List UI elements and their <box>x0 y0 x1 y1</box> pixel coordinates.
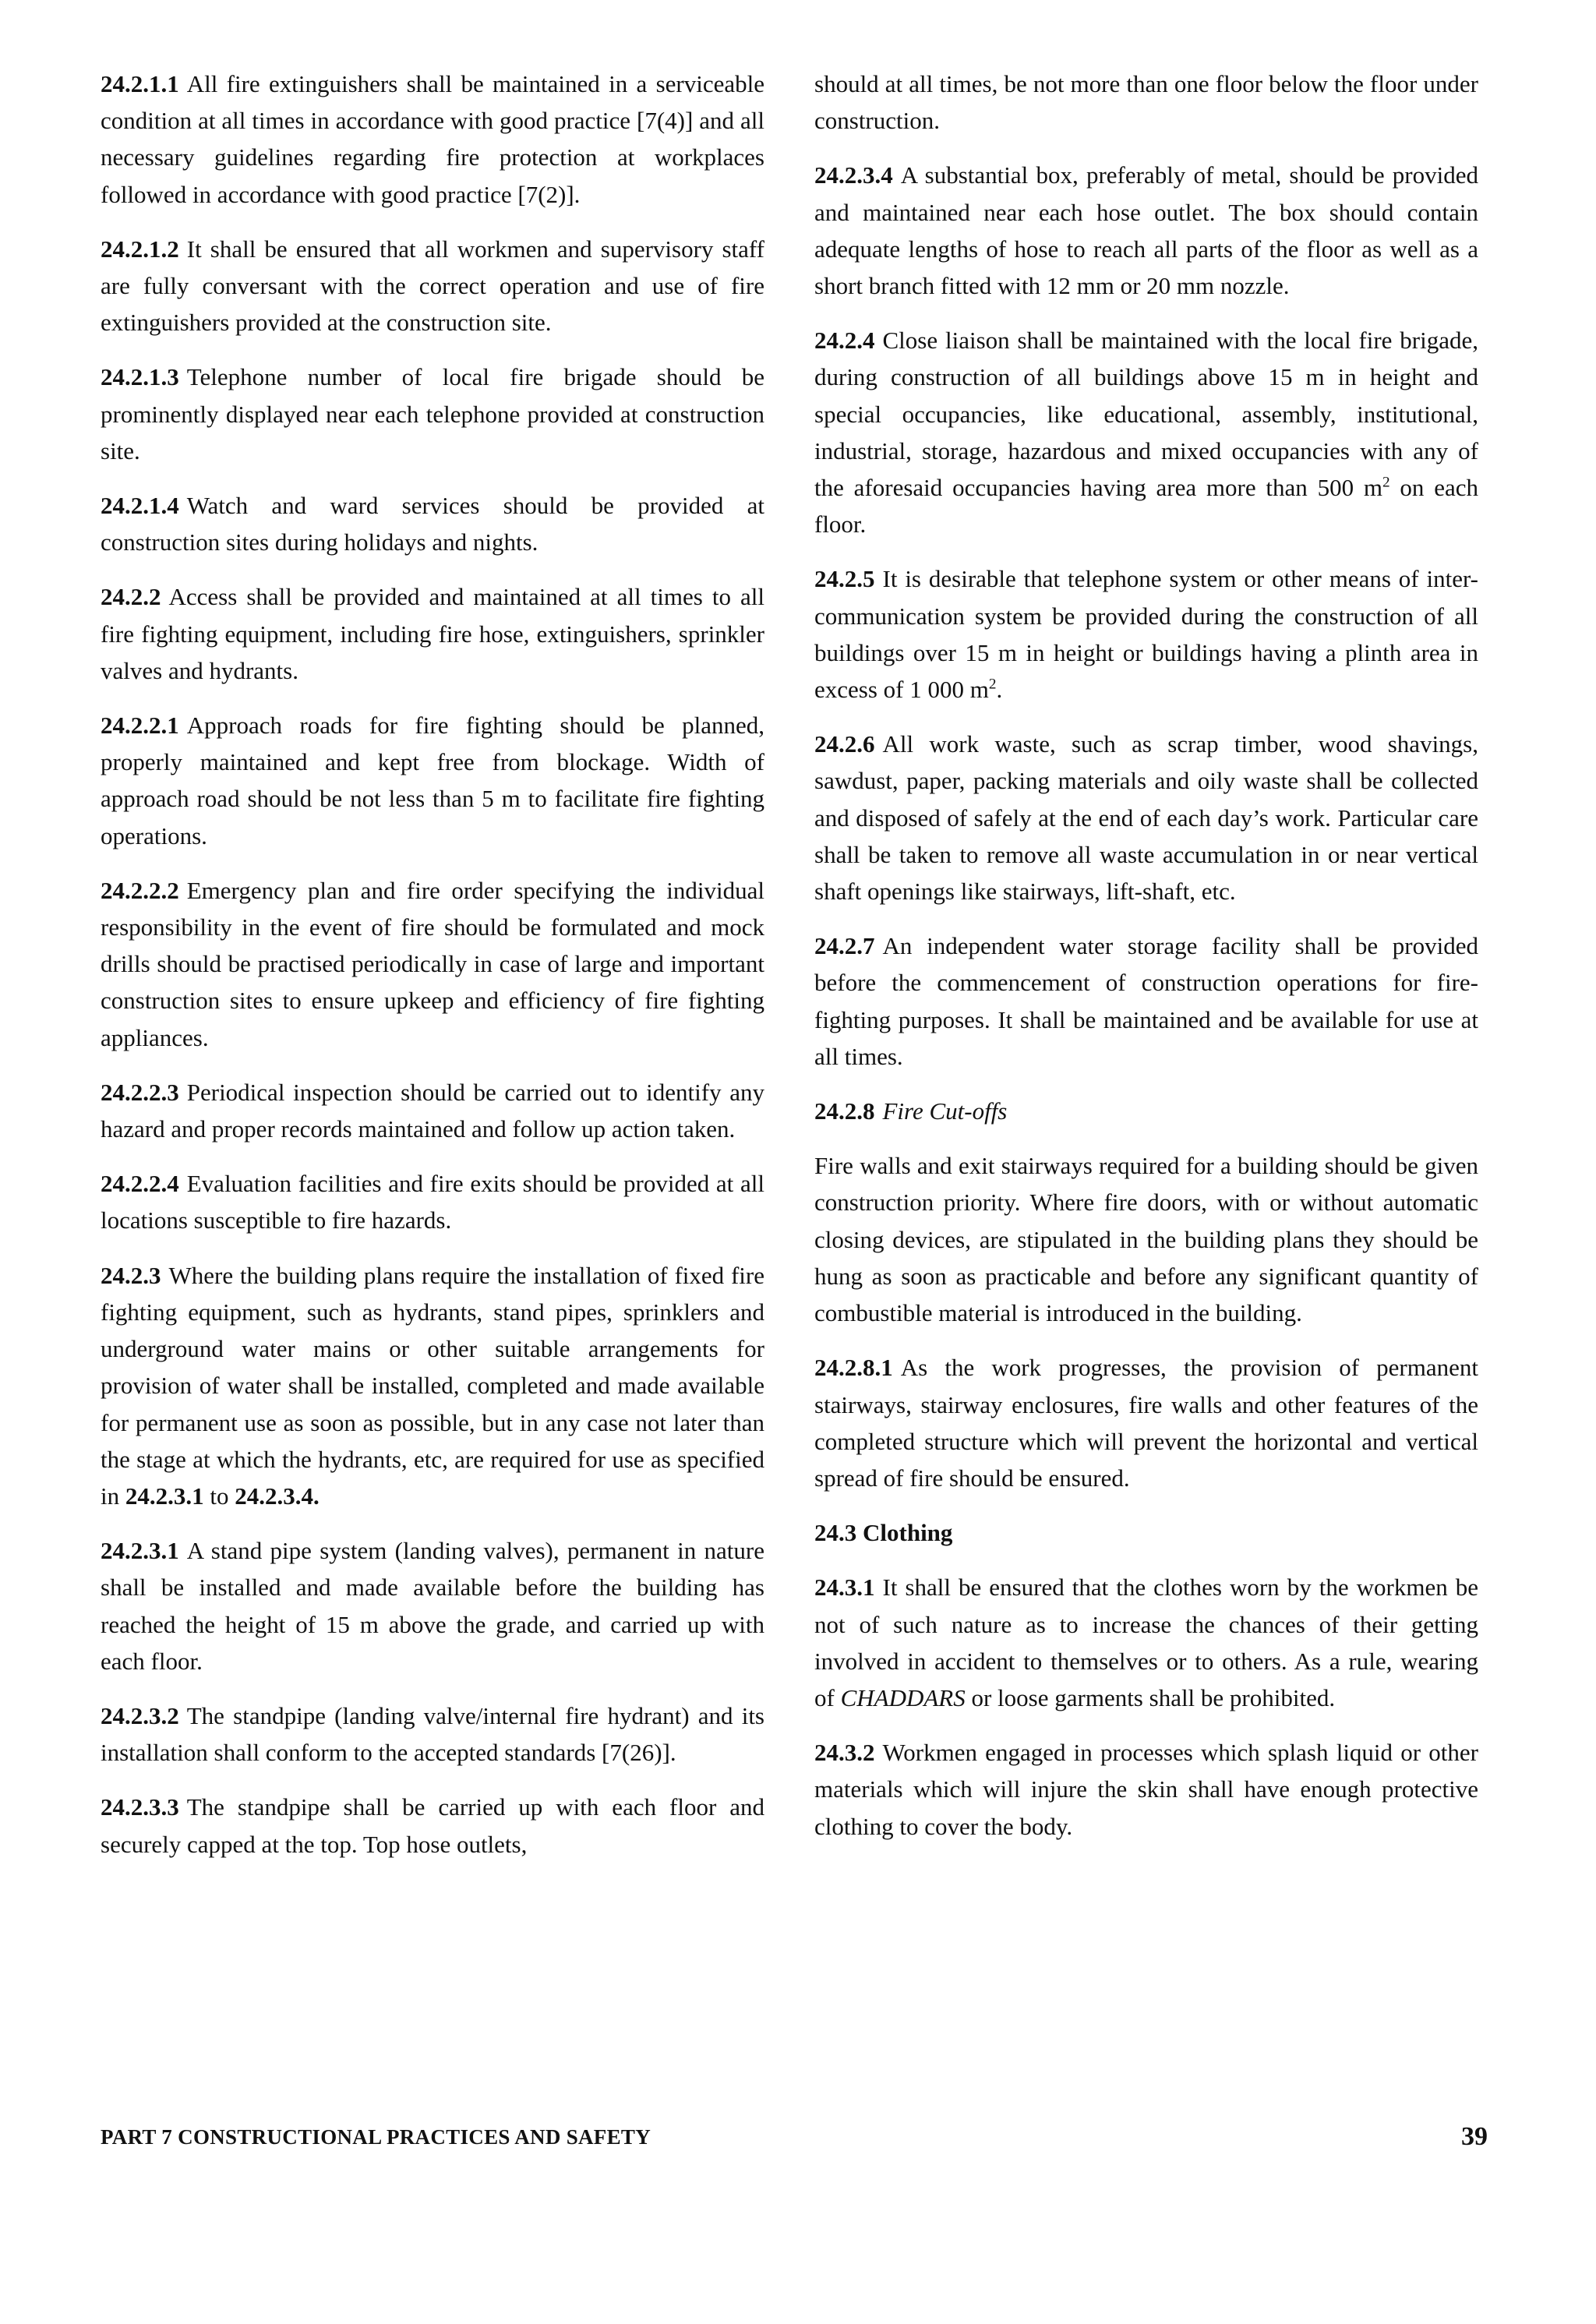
emphasized-term: CHADDARS <box>840 1683 966 1711</box>
clause-text: Close liaison shall be maintained with the local fire brigade, during construction of all buildings above 15 m in height and special occupancies, like educational, assembly, institutional, industrial, storage, hazardous and mixed occupancies with any of the aforesaid occupancies having area more than 500 m <box>814 327 1478 502</box>
clause-24-2-2 <box>101 578 764 689</box>
clause-number: 24.2.5 <box>814 565 875 593</box>
clause-24-2-1-1 <box>101 65 764 213</box>
clause-number: 24.2.2 <box>101 583 161 611</box>
clause-number: 24.3.1 <box>814 1573 875 1602</box>
clause-number: 24.2.3.2 <box>101 1701 179 1729</box>
clause-text: Emergency plan and fire order specifying the individual responsibility in the event of fire should be formulated and mock drills should be practised periodically in case of large and important construction sites to ensure upkeep and efficiency of fire fighting appliances. <box>101 876 764 1051</box>
clause-text: All fire extinguishers shall be maintained in a serviceable condition at all times in accordance with good practice [7(4)] and all necessary guidelines regarding fire protection at workplaces followed in accordance with good practice [7(2)]. <box>101 70 764 208</box>
clause-text: should at all times, be not more than one floor below the floor under construction. <box>814 70 1478 135</box>
cross-reference: 24.2.3.4. <box>235 1482 320 1510</box>
clause-text: Workmen engaged in processes which splash liquid or other materials which will injure the skin shall have enough protective clothing to cover the body. <box>814 1739 1478 1840</box>
superscript: 2 <box>1382 474 1390 491</box>
clause-number: 24.2.2.2 <box>101 876 179 904</box>
running-title: PART 7 CONSTRUCTIONAL PRACTICES AND SAFETY <box>101 2125 651 2149</box>
clause-24-2-3 <box>101 1257 764 1514</box>
clause-text: Evaluation facilities and fire exits should be provided at all locations susceptible to fire hazards. <box>101 1170 764 1234</box>
clause-24-2-8-body <box>814 1147 1478 1331</box>
clause-number: 24.2.2.3 <box>101 1078 179 1106</box>
range-word: to <box>210 1482 229 1510</box>
clause-number: 24.2.1.3 <box>101 363 179 391</box>
clause-24-2-3-2 <box>101 1697 764 1771</box>
clause-number: 24.2.2.1 <box>101 712 179 740</box>
clause-number: 24.2.1.1 <box>101 70 179 97</box>
clause-text: The standpipe shall be carried up with each floor and securely capped at the top. Top hose outlets, <box>101 1793 764 1858</box>
clause-24-2-5 <box>814 560 1478 708</box>
clause-24-3-1 <box>814 1569 1478 1716</box>
page-number: 39 <box>1461 2122 1488 2151</box>
clause-text: As the work progresses, the provision of permanent stairways, stairway enclosures, fire walls and other features of the completed structure which will prevent the horizontal and vertical spread of fire should be ensured. <box>814 1354 1478 1492</box>
clause-text: Access shall be provided and maintained at all times to all fire fighting equipment, including fire hose, extinguishers, sprinkler valves and hydrants. <box>101 583 764 684</box>
clause-24-2-3-4 <box>814 157 1478 304</box>
clause-24-2-1-2 <box>101 231 764 341</box>
clause-number: 24.2.3.1 <box>101 1537 179 1565</box>
clause-24-2-8-title <box>814 1093 1478 1129</box>
section-heading-24-3 <box>814 1514 1478 1551</box>
clause-number: 24.3.2 <box>814 1739 875 1767</box>
clause-text: Telephone number of local fire brigade should be prominently displayed near each telephone provided at construction site. <box>101 363 764 464</box>
clause-24-2-6 <box>814 726 1478 909</box>
clause-number: 24.2.2.4 <box>101 1170 179 1198</box>
clause-24-2-3-1 <box>101 1532 764 1679</box>
clause-text: Fire walls and exit stairways required for a building should be given construction priority. Where fire doors, with or without automatic closing devices, are stipulated in the building plans they should be hung as soon as practicable and before any significant quantity of combustible material is introduced in the building. <box>814 1152 1478 1327</box>
right-column <box>814 65 1478 1863</box>
clause-text: The standpipe (landing valve/internal fire hydrant) and its installation shall conform to the accepted standards [7(26)]. <box>101 1701 764 1767</box>
clause-24-2-2-1 <box>101 707 764 854</box>
clause-text: All work waste, such as scrap timber, wood shavings, sawdust, paper, packing materials and oily waste shall be collected and disposed of safely at the end of each day’s work. Particular care shall be taken to remove all waste accumulation in or near vertical shaft openings like stairways, lift-shaft, etc. <box>814 730 1478 906</box>
clause-24-2-2-2 <box>101 872 764 1056</box>
clause-number: 24.2.8 <box>814 1097 875 1125</box>
clause-24-2-3-3 <box>101 1789 764 1862</box>
clause-number: 24.2.3.3 <box>101 1793 179 1821</box>
clause-text-tail: . <box>996 676 1003 704</box>
clause-24-2-8-1 <box>814 1349 1478 1496</box>
clause-number: 24.2.8.1 <box>814 1354 893 1382</box>
superscript: 2 <box>988 676 997 693</box>
clause-text: It is desirable that telephone system or other means of inter-communication system be provided during the construction of all buildings over 15 m in height or buildings having a plinth area in excess of 1 000 m <box>814 565 1478 704</box>
clause-text: It shall be ensured that the clothes worn by the workmen be not of such nature as to increase the chances of their getting involved in accident to themselves or to others. As a rule, wearing of <box>814 1573 1478 1711</box>
clause-text: Where the building plans require the installation of fixed fire fighting equipment, such as hydrants, stand pipes, sprinklers and underground water mains or other suitable arrangements for provision of water shall be installed, completed and made available for permanent use as soon as possible, but in any case not later than the stage at which the hydrants, etc, are required for use as specified in <box>101 1261 764 1510</box>
clause-number: 24.2.3.4 <box>814 161 893 189</box>
clause-title: Fire Cut-offs <box>882 1097 1008 1125</box>
clause-24-2-4 <box>814 322 1478 542</box>
clause-24-2-2-4 <box>101 1165 764 1238</box>
clause-24-2-1-4 <box>101 487 764 560</box>
clause-24-2-3-3-continued <box>814 65 1478 139</box>
clause-text-tail: on each floor. <box>814 474 1478 539</box>
clause-text: Periodical inspection should be carried out to identify any hazard and proper records maintained and follow up action taken. <box>101 1078 764 1143</box>
clause-24-2-1-3 <box>101 358 764 469</box>
clause-text: Approach roads for fire fighting should be planned, properly maintained and kept free from blockage. Width of approach road should be not less than 5 m to facilitate fire fighting operations. <box>101 712 764 849</box>
clause-text: It shall be ensured that all workmen and supervisory staff are fully conversant with the correct operation and use of fire extinguishers provided at the construction site. <box>101 235 764 337</box>
section-number: 24.3 <box>814 1519 857 1547</box>
clause-text: An independent water storage facility shall be provided before the commencement of construction operations for fire-fighting purposes. It shall be maintained and be available for use at all times. <box>814 932 1478 1070</box>
clause-text-tail: or loose garments shall be prohibited. <box>965 1683 1336 1711</box>
clause-number: 24.2.1.4 <box>101 492 179 520</box>
clause-24-2-2-3 <box>101 1074 764 1147</box>
clause-number: 24.2.4 <box>814 327 875 355</box>
clause-text: Watch and ward services should be provided at construction sites during holidays and nights. <box>101 492 764 556</box>
clause-number: 24.2.6 <box>814 730 875 758</box>
section-title: Clothing <box>863 1519 953 1547</box>
clause-number: 24.2.7 <box>814 932 875 960</box>
clause-text: A stand pipe system (landing valves), permanent in nature shall be installed and made available before the building has reached the height of 15 m above the grade, and carried up with each floor. <box>101 1537 764 1675</box>
clause-24-3-2 <box>814 1734 1478 1845</box>
clause-24-2-7 <box>814 927 1478 1075</box>
cross-reference: 24.2.3.1 <box>125 1482 204 1510</box>
clause-number: 24.2.1.2 <box>101 235 179 263</box>
clause-text: A substantial box, preferably of metal, should be provided and maintained near each hose outlet. The box should contain adequate lengths of hose to reach all parts of the floor as well as a short branch fitted with 12 mm or 20 mm nozzle. <box>814 161 1478 300</box>
clause-number: 24.2.3 <box>101 1261 161 1289</box>
left-column <box>101 65 764 1881</box>
